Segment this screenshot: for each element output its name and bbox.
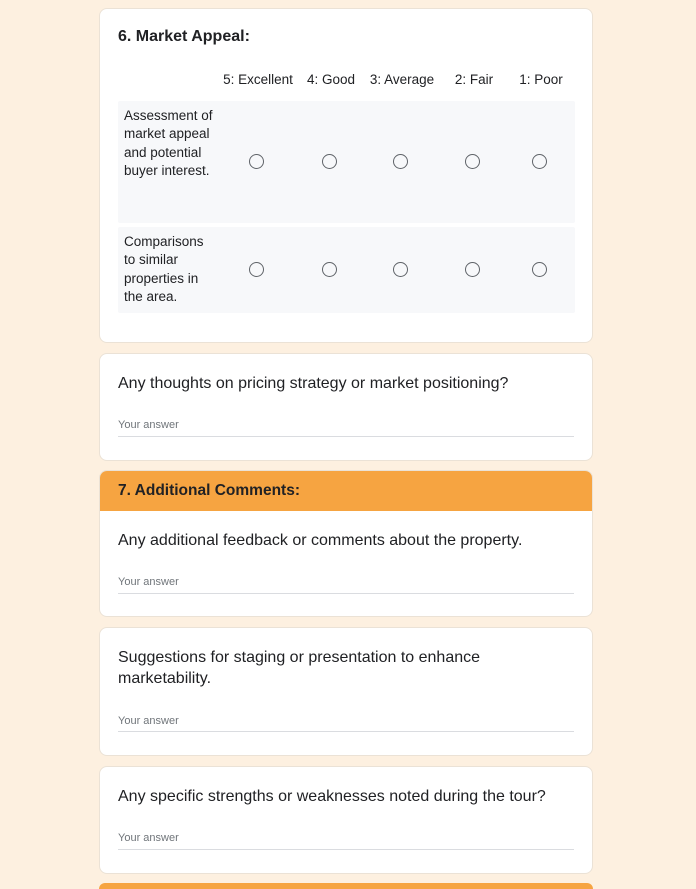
answer-input[interactable]: Your answer (118, 419, 179, 431)
staging-question-card (99, 627, 593, 756)
row-label: Assessment of market appeal and potential buyer interest. (124, 108, 213, 179)
market-appeal-card (99, 8, 593, 343)
section-title: 7. Additional Comments: (118, 482, 300, 499)
radio-row1-fair[interactable] (465, 154, 480, 169)
question-text: Any thoughts on pricing strategy or market positioning? (118, 375, 509, 392)
market-appeal-title: 6. Market Appeal: (118, 28, 250, 45)
section-header (100, 471, 592, 511)
radio-row1-average[interactable] (393, 154, 408, 169)
answer-input[interactable]: Your answer (118, 715, 179, 727)
column-header-excellent: 5: Excellent (223, 72, 293, 87)
answer-underline (118, 849, 574, 850)
pricing-question-card (99, 353, 593, 461)
radio-row1-poor[interactable] (532, 154, 547, 169)
radio-row1-good[interactable] (322, 154, 337, 169)
answer-input[interactable]: Your answer (118, 832, 179, 844)
radio-row2-fair[interactable] (465, 262, 480, 277)
question-text: Suggestions for staging or presentation to enhance marketability. (118, 649, 481, 687)
radio-row2-excellent[interactable] (249, 262, 264, 277)
answer-input[interactable]: Your answer (118, 576, 179, 588)
radio-row2-poor[interactable] (532, 262, 547, 277)
answer-underline (118, 436, 574, 437)
answer-underline (118, 593, 574, 594)
additional-comments-card (99, 470, 593, 617)
column-header-average: 3: Average (369, 72, 435, 87)
question-text: Any additional feedback or comments about the property. (118, 532, 523, 549)
column-header-fair: 2: Fair (454, 72, 494, 87)
next-section-header (99, 883, 593, 889)
column-header-good: 4: Good (306, 72, 356, 87)
grid-row-market-appeal (118, 101, 575, 223)
strengths-question-card (99, 766, 593, 874)
radio-row2-average[interactable] (393, 262, 408, 277)
row-label: Comparisons to similar properties in the area. (124, 234, 204, 305)
column-header-poor: 1: Poor (519, 72, 563, 87)
answer-underline (118, 731, 574, 732)
question-text: Any specific strengths or weaknesses noted during the tour? (118, 788, 546, 805)
radio-row2-good[interactable] (322, 262, 337, 277)
radio-row1-excellent[interactable] (249, 154, 264, 169)
grid-row-comparisons (118, 227, 575, 313)
